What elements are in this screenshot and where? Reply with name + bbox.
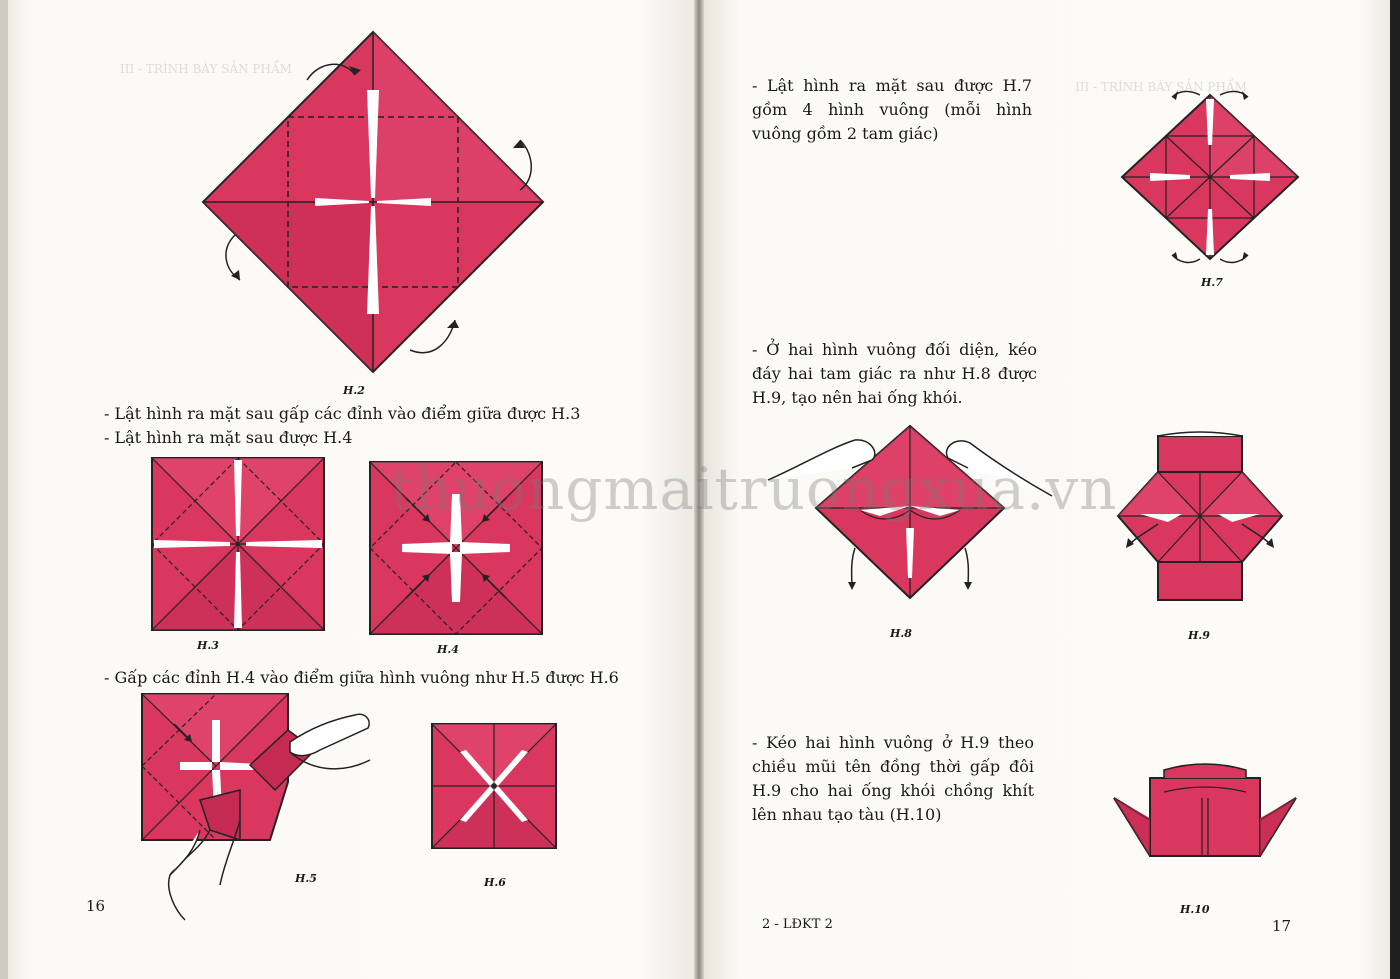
figure-h5-folding-hands xyxy=(140,690,380,925)
paragraph-h8: - Ở hai hình vuông đối diện, kéo đáy hai tam giác ra như H.8 được H.9, tạo nên hai ống khói. xyxy=(752,340,1037,407)
show-through-text: III - TRÌNH BÀY SẢN PHẨM xyxy=(1075,80,1247,94)
figure-h6-square xyxy=(430,722,560,852)
page-number-left: 16 xyxy=(86,897,106,915)
watermark: thuongmaitruongxua.vn xyxy=(390,455,1118,523)
figure-h9-chimneys xyxy=(1110,428,1290,608)
caption-h8: H.8 xyxy=(890,627,912,640)
instruction-line-2: - Lật hình ra mặt sau được H.4 xyxy=(104,428,353,447)
page-number-right: 17 xyxy=(1272,917,1292,935)
caption-h10: H.10 xyxy=(1180,903,1210,916)
instruction-line-1: - Lật hình ra mặt sau gấp các đỉnh vào điểm giữa được H.3 xyxy=(104,404,581,423)
figure-h10-boat xyxy=(1110,758,1300,863)
page-edge-left xyxy=(0,0,8,979)
page-edge-right xyxy=(1390,0,1400,979)
figure-h2-diamond xyxy=(195,30,555,390)
caption-h2: H.2 xyxy=(343,384,365,397)
caption-h6: H.6 xyxy=(484,876,506,889)
caption-h3: H.3 xyxy=(197,639,219,652)
paragraph-h10: - Kéo hai hình vuông ở H.9 theo chiều mũi tên đồng thời gấp đôi H.9 cho hai ống khói chồng khít lên nhau tạo tàu (H.10) xyxy=(752,733,1034,824)
show-through-text: III - TRÌNH BÀY SẢN PHẨM xyxy=(120,62,292,76)
instruction-line-3: - Gấp các đỉnh H.4 vào điểm giữa hình vuông như H.5 được H.6 xyxy=(104,668,619,687)
caption-h7: H.7 xyxy=(1201,276,1223,289)
figure-h3-square xyxy=(150,456,330,636)
caption-h9: H.9 xyxy=(1188,629,1210,642)
paragraph-h7: - Lật hình ra mặt sau được H.7 gồm 4 hình vuông (mỗi hình vuông gồm 2 tam giác) xyxy=(752,76,1032,143)
footer-label: 2 - LĐKT 2 xyxy=(762,917,833,932)
figure-h7-diamond xyxy=(1110,85,1310,270)
caption-h4: H.4 xyxy=(437,643,459,656)
caption-h5: H.5 xyxy=(295,872,317,885)
